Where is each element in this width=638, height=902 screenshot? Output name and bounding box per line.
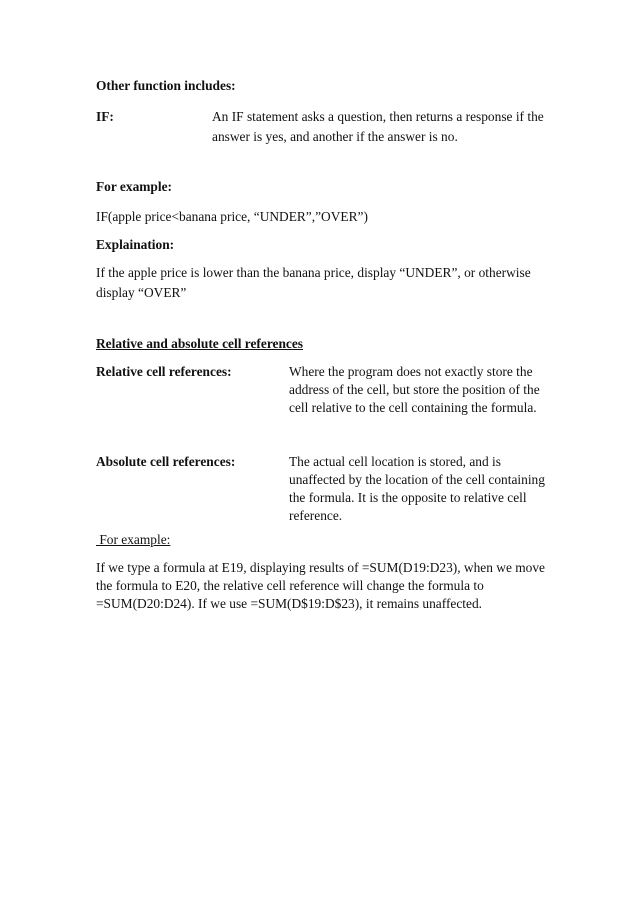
- example-heading: For example:: [96, 179, 172, 194]
- if-definition-line-1: An IF statement asks a question, then returns a response if the: [212, 109, 544, 124]
- cell-reference-example-heading: For example:: [96, 532, 171, 547]
- explanation-line-2: display “OVER”: [96, 285, 187, 300]
- section-heading-cell-references: Relative and absolute cell references: [96, 336, 304, 351]
- relative-definition-line-3: cell relative to the cell containing the formula.: [289, 400, 537, 415]
- absolute-term: Absolute cell references:: [96, 454, 236, 469]
- cell-reference-example-line-1: If we type a formula at E19, displaying results of =SUM(D19:D23), when we move: [96, 560, 545, 575]
- absolute-definition-line-4: reference.: [289, 508, 343, 523]
- relative-definition-line-1: Where the program does not exactly store the: [289, 364, 533, 379]
- absolute-definition-line-3: the formula. It is the opposite to relative cell: [289, 490, 527, 505]
- example-formula: IF(apple price<banana price, “UNDER”,”OVER”): [96, 209, 368, 224]
- cell-reference-example-line-2: the formula to E20, the relative cell reference will change the formula to: [96, 578, 484, 593]
- absolute-definition-line-2: unaffected by the location of the cell containing: [289, 472, 545, 487]
- cell-reference-example-line-3: =SUM(D20:D24). If we use =SUM(D$19:D$23), it remains unaffected.: [96, 596, 483, 611]
- explanation-line-1: If the apple price is lower than the banana price, display “UNDER”, or otherwise: [96, 265, 531, 280]
- explanation-heading: Explaination:: [96, 237, 175, 252]
- if-term: IF:: [96, 109, 114, 124]
- absolute-definition-line-1: The actual cell location is stored, and is: [289, 454, 501, 469]
- section-heading-other-functions: Other function includes:: [96, 78, 236, 93]
- if-definition-line-2: answer is yes, and another if the answer is no.: [212, 129, 458, 144]
- relative-term: Relative cell references:: [96, 364, 232, 379]
- relative-definition-line-2: address of the cell, but store the position of the: [289, 382, 540, 397]
